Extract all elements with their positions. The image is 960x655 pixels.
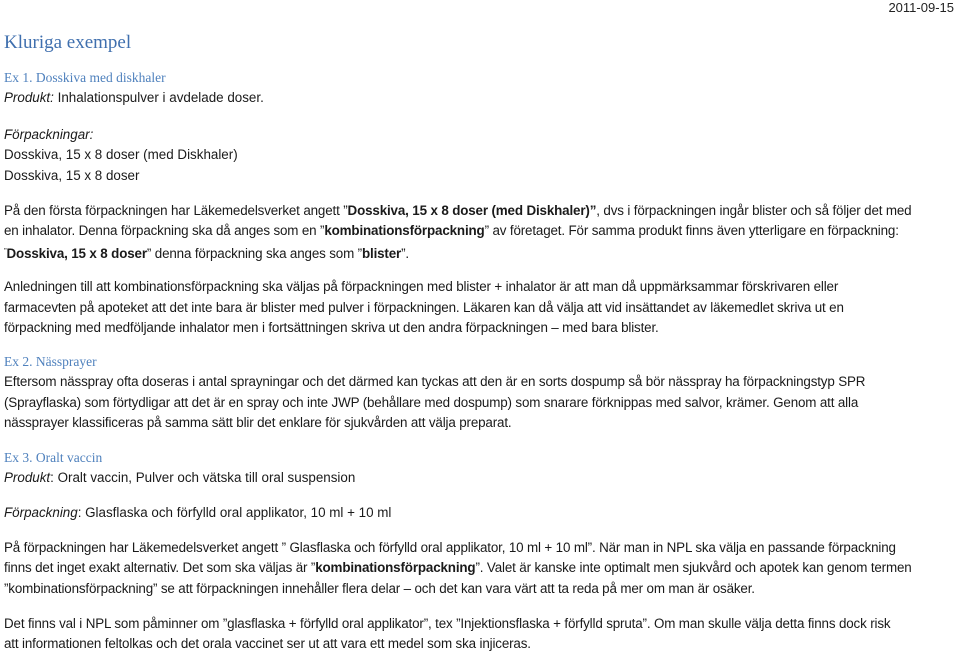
ex3-packaging-label: Förpackning xyxy=(4,505,78,520)
ex3-p1l2-text-a: finns det inget exakt alternativ. Det som ska väljas är ” xyxy=(4,560,316,575)
ex3-heading xyxy=(4,448,102,468)
ex1-p1l3-text-c: ” denna förpackning ska anges som ” xyxy=(146,246,362,261)
ex3-product-line xyxy=(4,468,355,488)
ex1-p1l2-text-c: ” av företaget. För samma produkt finns även ytterligare en förpackning: xyxy=(484,223,899,238)
ex3-product-value: : Oralt vaccin, Pulver och vätska till oral suspension xyxy=(50,470,356,485)
ex2-heading-prefix: Ex 2. xyxy=(4,354,36,369)
ex1-p1-bold: Dosskiva, 15 x 8 doser (med Diskhaler)” xyxy=(347,203,597,218)
ex1-product-value: Inhalationspulver i avdelade doser. xyxy=(53,90,264,105)
ex2-heading xyxy=(4,352,97,372)
ex1-p2-line1: Anledningen till att kombinationsförpackning ska väljas på förpackningen med blister + inhalator är att man då uppmärksammar förskrivaren eller xyxy=(4,279,839,294)
ex3-product-label: Produkt xyxy=(4,470,51,485)
ex3-p1l2-bold: kombinationsförpackning xyxy=(315,560,476,575)
ex1-pack-2: Dosskiva, 15 x 8 doser xyxy=(4,168,140,183)
ex3-heading-text: Oralt vaccin xyxy=(35,450,103,465)
ex1-p1-text-c: , dvs i förpackningen ingår blister och så följer det med xyxy=(596,203,912,218)
ex2-line1: Eftersom nässpray ofta doseras i antal sprayningar och det därmed kan tyckas att den är en sorts dospump så bör nässpray ha förpackningstyp SPR xyxy=(4,374,866,389)
ex3-p1-line1: På förpackningen har Läkemedelsverket angett ” Glasflaska och förfylld oral applikator, 10 ml + 10 ml”. När man in NPL ska välja en passande förpackning xyxy=(4,540,896,555)
ex1-p2-line2: farmacevten på apoteket att det inte bara är blister med pulver i förpackningen. Läkaren kan då välja att vid insättandet av läkemedlet skriva ut en xyxy=(4,300,844,315)
ex3-p1-line3: ”kombinationsförpackning” se att förpackningen innehåller flera delar – och det kan vara värt att ta reda på mer om man är osäker. xyxy=(4,581,755,596)
ex2-heading-text: Nässprayer xyxy=(35,354,97,369)
ex3-p1-line2 xyxy=(4,558,912,579)
ex2-line2: (Sprayflaska) som förtydligar att det är en spray och inte JWP (behållare med dospump) som snarare förknippas med salvor, krämer. Genom att alla xyxy=(4,395,859,410)
ex1-p1-line3 xyxy=(4,242,409,264)
ex3-packaging-line xyxy=(4,503,391,523)
ex1-pack-1: Dosskiva, 15 x 8 doser (med Diskhaler) xyxy=(4,147,238,162)
ex1-packaging-label: Förpackningar: xyxy=(4,127,94,142)
ex1-p1l3-bold-blister: blister xyxy=(361,246,402,261)
ex1-p1-line2 xyxy=(4,221,899,241)
ex3-p2-line1: Det finns val i NPL som påminner om ”glasflaska + förfylld oral applikator”, tex ”Injektionsflaska + förfylld spruta”. Om man skulle välja detta finns dock risk xyxy=(4,616,891,631)
page-title: Kluriga exempel xyxy=(4,32,132,53)
ex1-p1l3-quote: ” xyxy=(4,247,7,256)
ex1-p1l2-bold: kombinationsförpackning xyxy=(324,223,485,238)
ex1-p1-text-a: På den första förpackningen har Läkemedelsverket angett ” xyxy=(4,203,348,218)
ex3-heading-prefix: Ex 3. xyxy=(4,450,36,465)
document-date: 2011-09-15 xyxy=(888,0,954,15)
ex1-heading: Ex 1. Dosskiva med diskhaler xyxy=(4,70,166,85)
ex3-packaging-value: : Glasflaska och förfylld oral applikator, 10 ml + 10 ml xyxy=(77,505,392,520)
ex2-line3: nässprayer klassificeras på samma sätt blir det enklare för sjukvården att välja preparat. xyxy=(4,415,512,430)
ex1-product-line xyxy=(4,88,264,108)
ex1-p1l3-bold: Dosskiva, 15 x 8 doser xyxy=(6,246,147,261)
ex3-p1l2-text-c: ”. Valet är kanske inte optimalt men sjukvård och apotek kan genom termen xyxy=(475,560,912,575)
ex3-p2-line2: att informationen feltolkas och det orala vaccinet ser ut att vara ett medel som ska injiceras. xyxy=(4,636,531,651)
ex1-p1-line1 xyxy=(4,201,911,221)
ex1-p1l2-text-a: en inhalator. Denna förpackning ska då anges som en ” xyxy=(4,223,325,238)
ex1-p2-line3: förpackning med medföljande inhalator men i fortsättningen skriva ut den andra förpackningen – med bara blister. xyxy=(4,320,659,335)
ex1-p1l3-text-e: ”. xyxy=(401,246,409,261)
ex1-product-label: Produkt: xyxy=(4,90,54,105)
